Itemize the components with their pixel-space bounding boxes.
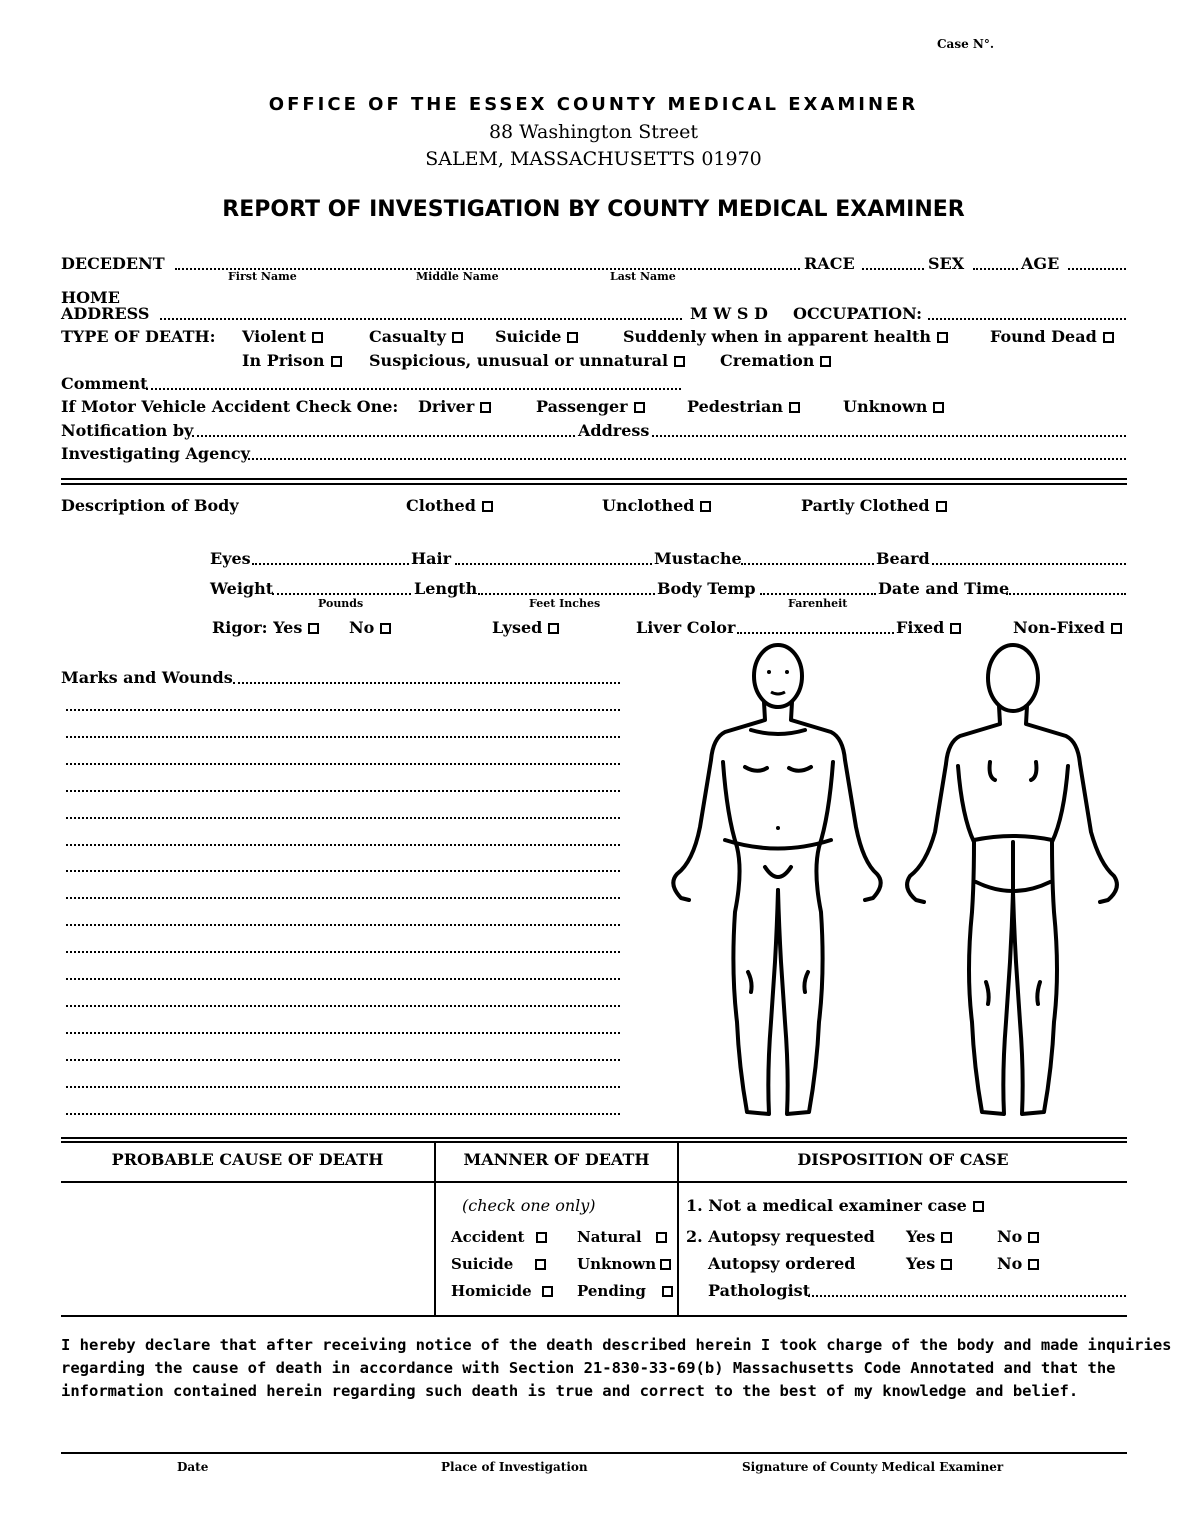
body-back-diagram (900, 642, 1125, 1122)
probable-cause-header: PROBABLE CAUSE OF DEATH (111, 1150, 384, 1169)
mv-passenger[interactable] (536, 397, 645, 416)
hair-label: Hair (411, 549, 451, 568)
feet-inches-caption: Feet Inches (529, 597, 601, 610)
pathologist-label: Pathologist (708, 1281, 811, 1300)
last-name-caption: Last Name (610, 270, 676, 283)
tod-casualty-label: Casualty (369, 327, 446, 346)
mv-unknown[interactable] (843, 397, 944, 416)
checkbox-natural[interactable] (656, 1232, 667, 1243)
rigor-yes-option[interactable] (212, 618, 319, 637)
fixed-label: Fixed (896, 618, 945, 637)
marks-wounds-line[interactable] (66, 978, 620, 980)
beard-label: Beard (876, 549, 930, 568)
checkbox-pedestrian[interactable] (789, 402, 800, 413)
sex-field[interactable] (973, 268, 1018, 270)
manner-homicide-label: Homicide (451, 1282, 532, 1300)
pathologist-field[interactable] (808, 1295, 1126, 1297)
checkbox-accident[interactable] (536, 1232, 547, 1243)
disp-autopsy-requested-label: 2. Autopsy requested (686, 1227, 875, 1246)
unclothed-option[interactable] (602, 496, 711, 515)
tod-violent[interactable] (242, 327, 323, 346)
fixed-option[interactable] (896, 618, 961, 637)
tod-found-dead[interactable] (990, 327, 1114, 346)
manner-suicide[interactable] (451, 1255, 546, 1273)
liver-color-field[interactable] (737, 632, 894, 634)
checkbox-cremation[interactable] (820, 356, 831, 367)
tod-suicide[interactable] (495, 327, 578, 346)
checkbox-autopsy-requested-no[interactable] (1028, 1232, 1039, 1243)
signature-date-caption: Date (177, 1460, 209, 1474)
probable-cause-field[interactable] (62, 1184, 432, 1314)
tod-in-prison-label: In Prison (242, 351, 325, 370)
manner-natural[interactable] (577, 1228, 667, 1246)
occupation-field[interactable] (928, 318, 1126, 320)
checkbox-lysed[interactable] (548, 623, 559, 634)
mv-driver[interactable] (418, 397, 491, 416)
rigor-yes-label: Rigor: Yes (212, 618, 303, 637)
section-divider (61, 478, 1127, 480)
checkbox-casualty[interactable] (452, 332, 463, 343)
mv-unknown-label: Unknown (843, 397, 928, 416)
signature-place-caption: Place of Investigation (441, 1460, 588, 1474)
disp-not-me-case-label: 1. Not a medical examiner case (686, 1196, 967, 1215)
checkbox-rigor-yes[interactable] (308, 623, 319, 634)
autopsy-requested-yes-label: Yes (906, 1227, 936, 1246)
checkbox-found-dead[interactable] (1103, 332, 1114, 343)
marks-wounds-line[interactable] (233, 682, 620, 684)
non-fixed-label: Non-Fixed (1013, 618, 1105, 637)
autopsy-ordered-yes-label: Yes (906, 1254, 936, 1273)
eyes-field[interactable] (252, 563, 409, 565)
occupation-label: OCCUPATION: (793, 304, 923, 323)
checkbox-homicide[interactable] (542, 1286, 553, 1297)
clothed-option[interactable] (406, 496, 493, 515)
mv-passenger-label: Passenger (536, 397, 628, 416)
tod-cremation[interactable] (720, 351, 831, 370)
tod-suddenly-label: Suddenly when in apparent health (623, 327, 931, 346)
middle-name-caption: Middle Name (416, 270, 499, 283)
marital-status[interactable]: M W S D (690, 304, 768, 323)
marks-wounds-line[interactable] (66, 1005, 620, 1007)
marks-wounds-line[interactable] (66, 1086, 620, 1088)
home-address-field[interactable] (160, 318, 682, 320)
checkbox-autopsy-ordered-no[interactable] (1028, 1259, 1039, 1270)
checkbox-in-prison[interactable] (331, 356, 342, 367)
decedent-label: DECEDENT (61, 254, 165, 273)
manner-accident[interactable] (451, 1228, 547, 1246)
age-label: AGE (1021, 254, 1060, 273)
checkbox-passenger[interactable] (634, 402, 645, 413)
tod-violent-label: Violent (242, 327, 307, 346)
weight-field[interactable] (272, 593, 411, 595)
motor-vehicle-label: If Motor Vehicle Accident Check One: (61, 397, 399, 416)
beard-field[interactable] (932, 563, 1126, 565)
tod-in-prison[interactable] (242, 351, 342, 370)
sex-label: SEX (928, 254, 965, 273)
lysed-label: Lysed (492, 618, 543, 637)
checkbox-driver[interactable] (480, 402, 491, 413)
tod-suicide-label: Suicide (495, 327, 562, 346)
weight-label: Weight (210, 579, 274, 598)
age-field[interactable] (1068, 268, 1126, 270)
checkbox-violent[interactable] (312, 332, 323, 343)
home-label: HOME (61, 288, 120, 307)
autopsy-ordered-no-label: No (997, 1254, 1023, 1273)
table-top-rule (61, 1137, 1127, 1139)
type-of-death-label: TYPE OF DEATH: (61, 327, 216, 346)
marks-wounds-label: Marks and Wounds (61, 668, 233, 687)
section-divider-2 (61, 483, 1127, 485)
marks-wounds-line[interactable] (66, 1113, 620, 1115)
notification-address-field[interactable] (652, 435, 1126, 437)
checkbox-unclothed[interactable] (700, 501, 711, 512)
marks-wounds-line[interactable] (66, 1059, 620, 1061)
tod-found-dead-label: Found Dead (990, 327, 1097, 346)
checkbox-mv-unknown[interactable] (933, 402, 944, 413)
autopsy-requested-no[interactable] (997, 1227, 1039, 1246)
clothed-label: Clothed (406, 496, 476, 515)
race-field[interactable] (862, 268, 924, 270)
non-fixed-option[interactable] (1013, 618, 1122, 637)
manner-natural-label: Natural (577, 1228, 642, 1246)
checkbox-rigor-no[interactable] (380, 623, 391, 634)
rigor-no-label: No (349, 618, 375, 637)
checkbox-suspicious[interactable] (674, 356, 685, 367)
disp-not-me-case[interactable] (686, 1196, 984, 1215)
checkbox-suddenly[interactable] (937, 332, 948, 343)
lysed-option[interactable] (492, 618, 559, 637)
notification-field[interactable] (192, 435, 575, 437)
date-time-field[interactable] (1006, 593, 1126, 595)
race-label: RACE (804, 254, 855, 273)
manner-of-death-header: MANNER OF DEATH (463, 1150, 650, 1169)
office-name: OFFICE OF THE ESSEX COUNTY MEDICAL EXAMINER (268, 94, 919, 115)
marks-wounds-line[interactable] (66, 897, 620, 899)
autopsy-requested-yes[interactable] (906, 1227, 952, 1246)
marks-wounds-line[interactable] (66, 817, 620, 819)
signature-line[interactable] (61, 1452, 1127, 1454)
tod-suddenly[interactable] (623, 327, 948, 346)
unclothed-label: Unclothed (602, 496, 695, 515)
table-top-rule-2 (61, 1141, 1127, 1143)
office-street: 88 Washington Street (488, 121, 699, 143)
length-field[interactable] (478, 593, 655, 595)
disposition-header: DISPOSITION OF CASE (797, 1150, 1009, 1169)
autopsy-ordered-label: Autopsy ordered (708, 1254, 856, 1273)
manner-unknown[interactable] (577, 1255, 671, 1273)
marks-wounds-line[interactable] (66, 763, 620, 765)
marks-wounds-line[interactable] (66, 844, 620, 846)
notification-address-label: Address (578, 421, 650, 440)
comment-label: Comment (61, 374, 148, 393)
pounds-caption: Pounds (318, 597, 364, 610)
checkbox-manner-unknown[interactable] (660, 1259, 671, 1270)
declaration-line-3: information contained herein regarding such death is true and correct to the best of my knowledge and belief. (61, 1382, 1079, 1400)
marks-wounds-line[interactable] (66, 951, 620, 953)
investigating-agency-field[interactable] (248, 458, 1126, 460)
autopsy-ordered-no[interactable] (997, 1254, 1039, 1273)
comment-field[interactable] (146, 388, 681, 390)
table-bottom-rule (61, 1315, 1127, 1317)
farenheit-caption: Farenheit (788, 597, 848, 610)
body-front-diagram (665, 642, 890, 1122)
checkbox-not-me-case[interactable] (973, 1201, 984, 1212)
eyes-label: Eyes (210, 549, 251, 568)
mv-pedestrian[interactable] (687, 397, 800, 416)
autopsy-ordered-yes[interactable] (906, 1254, 952, 1273)
check-one-only: (check one only) (462, 1196, 596, 1215)
checkbox-suicide[interactable] (567, 332, 578, 343)
checkbox-manner-suicide[interactable] (535, 1259, 546, 1270)
tod-casualty[interactable] (369, 327, 463, 346)
body-temp-field[interactable] (760, 593, 876, 595)
office-city: SALEM, MASSACHUSETTS 01970 (425, 148, 762, 170)
hair-field[interactable] (455, 563, 652, 565)
case-number-label: Case N°. (937, 37, 995, 51)
partly-clothed-option[interactable] (801, 496, 947, 515)
checkbox-autopsy-ordered-yes[interactable] (941, 1259, 952, 1270)
marks-wounds-line[interactable] (66, 736, 620, 738)
autopsy-requested-no-label: No (997, 1227, 1023, 1246)
signature-examiner-caption: Signature of County Medical Examiner (742, 1460, 1004, 1474)
partly-clothed-label: Partly Clothed (801, 496, 930, 515)
tod-cremation-label: Cremation (720, 351, 815, 370)
marks-wounds-line[interactable] (66, 1032, 620, 1034)
manner-pending-label: Pending (577, 1282, 646, 1300)
rigor-no-option[interactable] (349, 618, 391, 637)
checkbox-pending[interactable] (662, 1286, 673, 1297)
first-name-caption: First Name (228, 270, 297, 283)
report-title: REPORT OF INVESTIGATION BY COUNTY MEDICAL EXAMINER (222, 197, 965, 222)
address-label: ADDRESS (61, 304, 150, 323)
declaration-line-1: I hereby declare that after receiving notice of the death described herein I took charge of the body and made inquiries (61, 1336, 1172, 1354)
manner-homicide[interactable] (451, 1282, 553, 1300)
manner-suicide-label: Suicide (451, 1255, 514, 1273)
notification-label: Notification by (61, 421, 194, 440)
mv-driver-label: Driver (418, 397, 475, 416)
investigating-agency-label: Investigating Agency (61, 444, 250, 463)
table-header-rule (61, 1181, 1127, 1183)
manner-unknown-label: Unknown (577, 1255, 657, 1273)
marks-wounds-line[interactable] (66, 870, 620, 872)
date-time-label: Date and Time (878, 579, 1010, 598)
declaration-line-2: regarding the cause of death in accordance with Section 21-830-33-69(b) Massachusetts Code Annotated and that the (61, 1359, 1116, 1377)
checkbox-clothed[interactable] (482, 501, 493, 512)
checkbox-autopsy-requested-yes[interactable] (941, 1232, 952, 1243)
manner-accident-label: Accident (451, 1228, 525, 1246)
mustache-label: Mustache (654, 549, 742, 568)
checkbox-non-fixed[interactable] (1111, 623, 1122, 634)
tod-suspicious[interactable] (369, 351, 685, 370)
checkbox-fixed[interactable] (950, 623, 961, 634)
description-of-body-label: Description of Body (61, 496, 239, 515)
checkbox-partly-clothed[interactable] (936, 501, 947, 512)
marks-wounds-line[interactable] (66, 924, 620, 926)
body-temp-label: Body Temp (657, 579, 756, 598)
mustache-field[interactable] (741, 563, 874, 565)
mv-pedestrian-label: Pedestrian (687, 397, 784, 416)
length-label: Length (414, 579, 478, 598)
marks-wounds-line[interactable] (66, 709, 620, 711)
manner-pending[interactable] (577, 1282, 673, 1300)
liver-color-label: Liver Color (636, 618, 736, 637)
marks-wounds-line[interactable] (66, 790, 620, 792)
tod-suspicious-label: Suspicious, unusual or unnatural (369, 351, 669, 370)
